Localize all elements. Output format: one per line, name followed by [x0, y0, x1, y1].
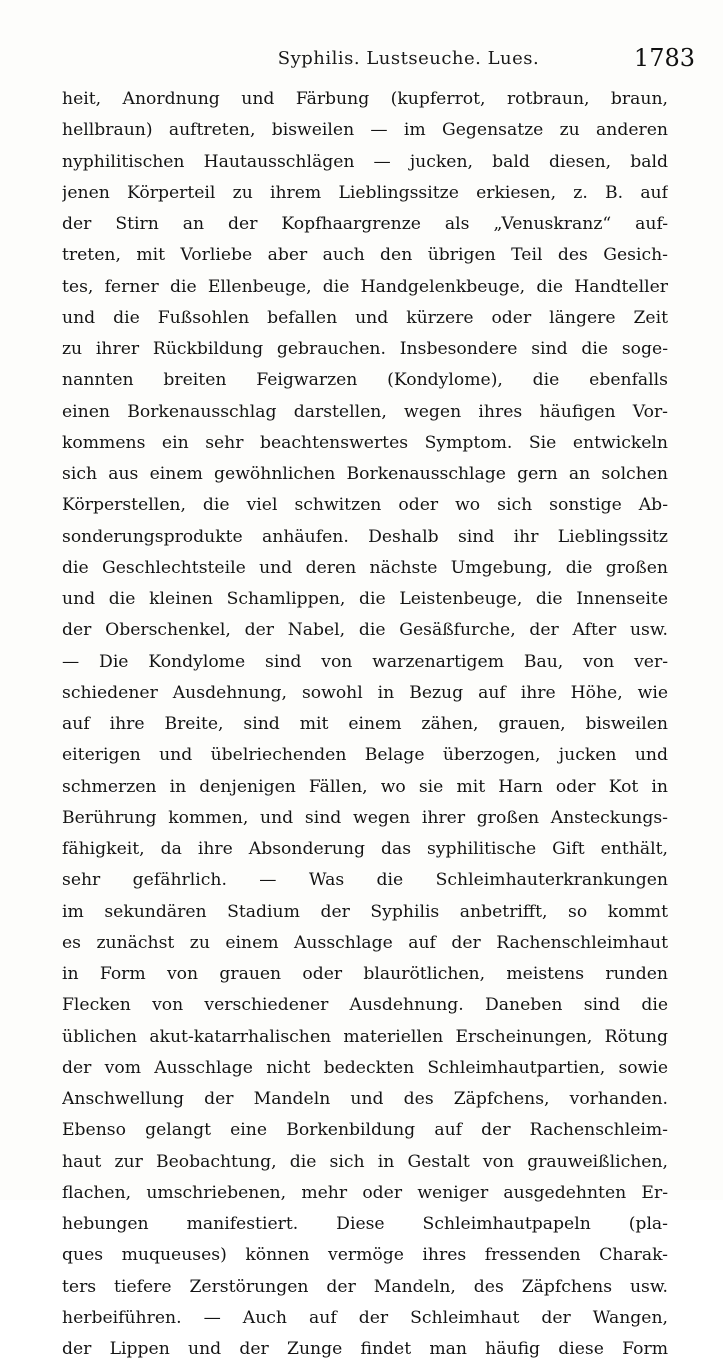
text-line: der Oberschenkel, der Nabel, die Gesäßfurche, der After usw. — [62, 620, 668, 641]
text-line: flachen, umschriebenen, mehr oder weniger ausgedehnten Er- — [62, 1182, 668, 1203]
text-line: haut zur Beobachtung, die sich in Gestalt von grauweißlichen, — [62, 1151, 668, 1172]
text-line: Ebenso gelangt eine Borkenbildung auf der Rachenschleim- — [62, 1120, 668, 1141]
text-line: und die kleinen Schamlippen, die Leistenbeuge, die Innenseite — [62, 589, 668, 609]
text-line: nannten breiten Feigwarzen (Kondylome), die ebenfalls — [62, 370, 668, 391]
text-line: der vom Ausschlage nicht bedeckten Schleimhautpartien, sowie — [62, 1057, 668, 1078]
text-line: ques muqueuses) können vermöge ihres fressenden Charak- — [62, 1245, 668, 1266]
text-line: ters tiefere Zerstörungen der Mandeln, des Zäpfchens usw. — [62, 1276, 668, 1297]
text-line: und die Fußsohlen befallen und kürzere oder längere Zeit — [62, 307, 668, 328]
text-line: sehr gefährlich. — Was die Schleimhauterkrankungen — [62, 870, 668, 891]
text-line: zu ihrer Rückbildung gebrauchen. Insbesondere sind die soge- — [62, 339, 668, 359]
text-line: kommens ein sehr beachtenswertes Symptom. Sie entwickeln — [62, 432, 668, 453]
text-line: in Form von grauen oder blaurötlichen, meistens runden — [62, 964, 668, 984]
text-line: herbeiführen. — Auch auf der Schleimhaut der Wangen, — [62, 1307, 668, 1328]
text-line: Flecken von verschiedener Ausdehnung. Daneben sind die — [62, 995, 668, 1016]
text-line: sonderungsprodukte anhäufen. Deshalb sind ihr Lieblingssitz — [62, 526, 668, 547]
text-line: Körperstellen, die viel schwitzen oder wo sich sonstige Ab- — [62, 495, 668, 516]
text-line: — Die Kondylome sind von warzenartigem Bau, von ver- — [62, 651, 668, 672]
text-line: der Lippen und der Zunge findet man häufig diese Form — [62, 1339, 668, 1359]
running-head — [62, 44, 695, 78]
text-line: es zunächst zu einem Ausschlage auf der Rachenschleimhaut — [62, 932, 668, 953]
text-line: sich aus einem gewöhnlichen Borkenausschlage gern an solchen — [62, 464, 668, 484]
text-line: tes, ferner die Ellenbeuge, die Handgelenkbeuge, die Handteller — [62, 276, 668, 297]
text-line: Anschwellung der Mandeln und des Zäpfchens, vorhanden. — [62, 1089, 668, 1109]
text-line: hebungen manifestiert. Diese Schleimhautpapeln (pla- — [62, 1214, 668, 1234]
text-line: heit, Anordnung und Färbung (kupferrot, rotbraun, braun, — [62, 89, 668, 109]
text-line: nyphilitischen Hautausschlägen — jucken, bald diesen, bald — [62, 151, 668, 172]
text-line: im sekundären Stadium der Syphilis anbetrifft, so kommt — [62, 901, 668, 922]
text-line: jenen Körperteil zu ihrem Lieblingssitze erkiesen, z. B. auf — [62, 182, 668, 203]
text-line: schmerzen in denjenigen Fällen, wo sie mit Harn oder Kot in — [62, 776, 668, 797]
text-line: Berührung kommen, und sind wegen ihrer großen Ansteckungs- — [62, 807, 668, 828]
text-line: die Geschlechtsteile und deren nächste Umgebung, die großen — [62, 557, 668, 578]
text-line: auf ihre Breite, sind mit einem zähen, grauen, bisweilen — [62, 714, 668, 734]
text-line: fähigkeit, da ihre Absonderung das syphilitische Gift enthält, — [62, 839, 668, 859]
text-line: schiedener Ausdehnung, sowohl in Bezug auf ihre Höhe, wie — [62, 682, 668, 703]
text-line: einen Borkenausschlag darstellen, wegen ihres häufigen Vor- — [62, 401, 668, 422]
page-number: 1783 — [633, 44, 695, 72]
body-text — [62, 84, 668, 1365]
text-line: der Stirn an der Kopfhaargrenze als „Venuskranz“ auf- — [62, 214, 668, 234]
text-line: eiterigen und übelriechenden Belage überzogen, jucken und — [62, 745, 668, 766]
text-line: üblichen akut-katarrhalischen materiellen Erscheinungen, Rötung — [62, 1026, 668, 1047]
text-line: treten, mit Vorliebe aber auch den übrigen Teil des Gesich- — [62, 245, 668, 266]
text-line: hellbraun) auftreten, bisweilen — im Gegensatze zu anderen — [62, 120, 668, 141]
running-title: Syphilis. Lustseuche. Lues. — [277, 48, 540, 69]
